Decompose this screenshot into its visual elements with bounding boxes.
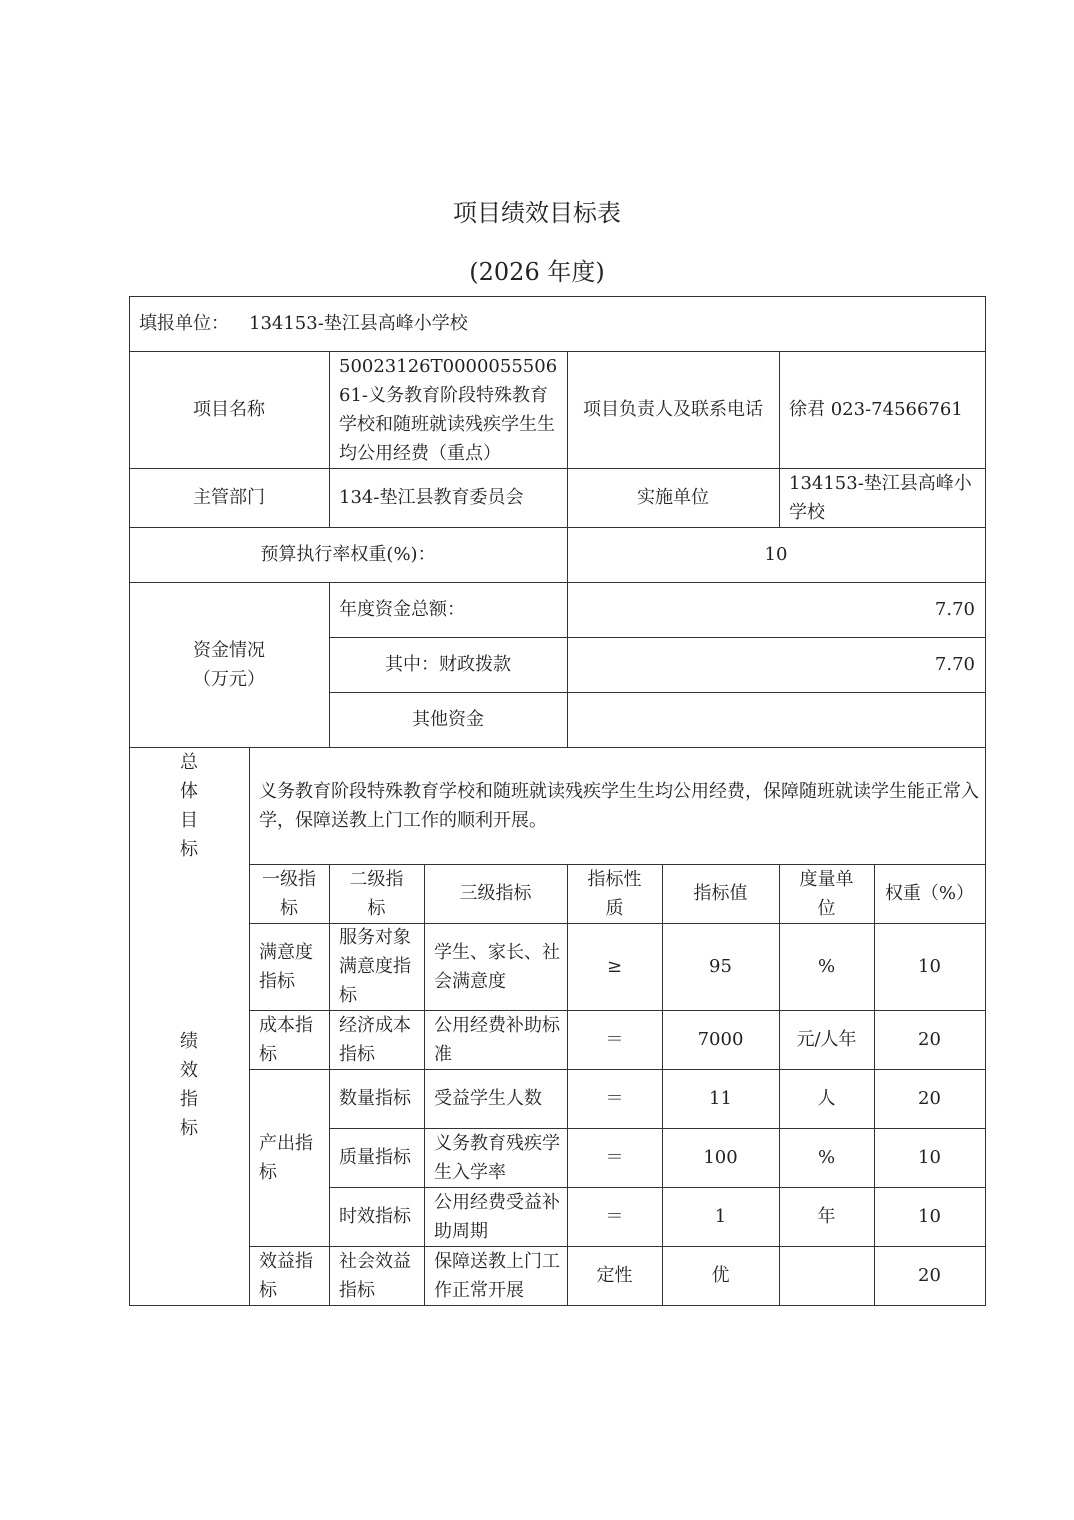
goal-text: 义务教育阶段特殊教育学校和随班就读残疾学生生均公用经费，保障随班就读学生能正常入学，保障送教上门工作的顺利开展。 xyxy=(259,780,979,831)
indicators-label-char: 标 xyxy=(180,1118,198,1139)
row-value: 11 xyxy=(709,1088,732,1109)
goal-label xyxy=(129,747,249,864)
impl-value: 134153-垫江县高峰小学校 xyxy=(789,472,972,523)
row-weight: 10 xyxy=(918,956,941,977)
row-nature: ＝ xyxy=(605,1147,624,1168)
row-value: 优 xyxy=(711,1265,730,1286)
funds-total-label: 年度资金总额： xyxy=(339,599,465,620)
funds-label xyxy=(129,582,329,747)
row-unit xyxy=(779,1246,874,1305)
header-level3: 三级指标 xyxy=(459,883,532,904)
funds-label-line1: 资金情况 xyxy=(193,639,265,661)
row-value: 95 xyxy=(709,956,732,977)
row-unit: 人 xyxy=(817,1088,836,1109)
row-level3: 保障送教上门工作正常开展 xyxy=(434,1250,560,1301)
row-unit: 元/人年 xyxy=(796,1029,857,1050)
header-level2: 二级指标 xyxy=(349,868,404,919)
row-weight: 20 xyxy=(918,1088,941,1109)
indicators-label-char: 绩 xyxy=(180,1031,198,1052)
reporting-unit-value: 134153-垫江县高峰小学校 xyxy=(249,313,468,334)
row-level2: 时效指标 xyxy=(339,1206,411,1227)
row-level2: 经济成本指标 xyxy=(339,1014,411,1065)
row-level1: 成本指标 xyxy=(259,1014,313,1065)
page-title: 项目绩效目标表 xyxy=(453,199,621,227)
row-level1: 效益指标 xyxy=(259,1250,313,1301)
dept-value: 134-垫江县教育委员会 xyxy=(339,487,524,508)
row-weight: 10 xyxy=(918,1206,941,1227)
row-nature: ≥ xyxy=(606,956,623,977)
row-value: 100 xyxy=(703,1147,738,1168)
goal-label-char: 总 xyxy=(180,751,198,773)
project-name-label: 项目名称 xyxy=(193,399,265,420)
goal-label-char: 体 xyxy=(180,780,198,802)
header-weight: 权重（%） xyxy=(884,883,975,904)
indicators-label-char: 指 xyxy=(180,1089,198,1110)
funds-other-label: 其他资金 xyxy=(412,709,484,730)
row-level2: 质量指标 xyxy=(339,1147,411,1168)
row-level3: 受益学生人数 xyxy=(434,1088,542,1109)
row-level3: 公用经费受益补助周期 xyxy=(434,1191,560,1242)
row-level3: 公用经费补助标准 xyxy=(434,1014,560,1065)
row-value: 7000 xyxy=(697,1029,744,1050)
funds-label-line2: （万元） xyxy=(193,668,265,690)
row-level1: 产出指标 xyxy=(259,1132,313,1183)
row-weight: 20 xyxy=(918,1029,941,1050)
row-unit: 年 xyxy=(817,1206,836,1227)
row-unit: % xyxy=(817,956,836,977)
impl-label: 实施单位 xyxy=(637,487,709,508)
goal-label-char: 目 xyxy=(180,809,198,831)
row-nature: ＝ xyxy=(605,1088,624,1109)
budget-weight-value: 10 xyxy=(764,544,788,565)
row-level1: 满意度指标 xyxy=(259,941,313,992)
row-value: 1 xyxy=(714,1206,727,1227)
header-unit: 度量单位 xyxy=(799,868,854,919)
funds-other-value xyxy=(567,692,985,747)
row-weight: 10 xyxy=(918,1147,941,1168)
reporting-unit-row xyxy=(129,296,986,351)
row-level2: 社会效益指标 xyxy=(339,1250,411,1301)
header-level1: 一级指标 xyxy=(262,868,316,919)
indicators-label xyxy=(129,864,249,1306)
row-level2: 数量指标 xyxy=(339,1088,411,1109)
contact-label: 项目负责人及联系电话 xyxy=(583,399,763,420)
row-level2: 服务对象满意度指标 xyxy=(339,927,411,1006)
goal-label-char: 标 xyxy=(180,838,198,860)
contact-value: 徐君 023-74566761 xyxy=(789,399,963,420)
reporting-unit-label: 填报单位： xyxy=(139,313,229,334)
budget-weight-label: 预算执行率权重(%)： xyxy=(260,544,436,565)
row-nature: ＝ xyxy=(605,1206,624,1227)
row-nature: ＝ xyxy=(605,1029,624,1050)
funds-total-value: 7.70 xyxy=(934,599,975,620)
project-name-value: 50023126T000005550661-义务教育阶段特殊教育学校和随班就读残疾学生生均公用经费（重点） xyxy=(339,355,558,464)
indicators-label-char: 效 xyxy=(180,1060,198,1081)
dept-label: 主管部门 xyxy=(193,487,265,508)
row-level3: 义务教育残疾学生入学率 xyxy=(434,1132,560,1183)
header-value: 指标值 xyxy=(693,883,748,904)
row-nature: 定性 xyxy=(596,1265,633,1286)
row-unit: % xyxy=(817,1147,836,1168)
funds-fiscal-label: 其中：财政拨款 xyxy=(385,654,511,675)
row-level3: 学生、家长、社会满意度 xyxy=(434,941,560,992)
funds-fiscal-value: 7.70 xyxy=(934,654,975,675)
row-weight: 20 xyxy=(918,1265,941,1286)
header-nature: 指标性质 xyxy=(587,868,642,919)
page-subtitle: (2026 年度) xyxy=(469,258,605,286)
